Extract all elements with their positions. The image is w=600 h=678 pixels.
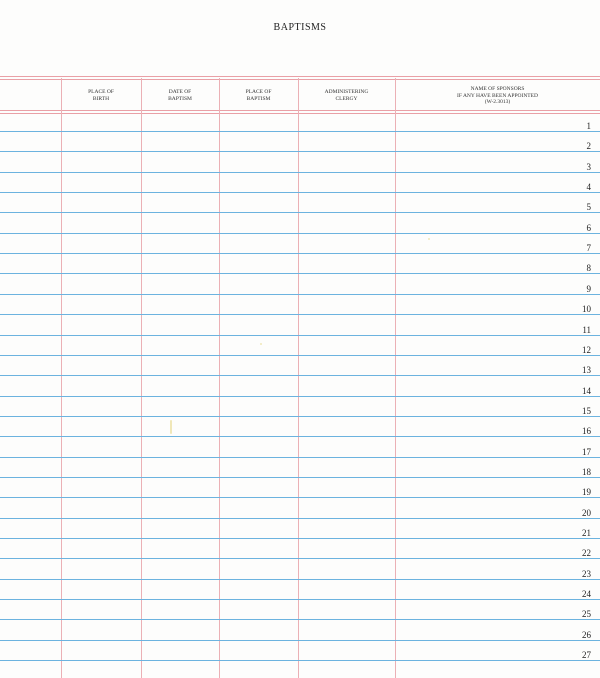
header-bottom-rule [0,110,600,111]
row-number: 18 [582,467,591,477]
row-line [0,253,600,254]
row-line [0,599,600,600]
row-number: 26 [582,630,591,640]
column-header-place-of-birth [61,89,141,102]
row-line [0,619,600,620]
column-header-line: BAPTISM [246,95,271,102]
row-number: 4 [586,182,591,192]
paper-mark [428,238,430,240]
row-number: 23 [582,569,591,579]
row-line [0,436,600,437]
header-bottom-rule-inner [0,113,600,114]
column-header-line: BIRTH [92,95,110,102]
header-top-rule [0,76,600,77]
column-header-line: BAPTISM [168,95,192,102]
row-line [0,273,600,274]
row-number: 22 [582,548,591,558]
row-number: 21 [582,528,591,538]
row-line [0,314,600,315]
row-line [0,396,600,397]
column-divider [219,78,220,678]
row-line [0,538,600,539]
column-header-sponsors [395,86,600,106]
column-header-line: PLACE OF [88,89,114,95]
column-header-line: NAME OF SPONSORS [470,86,525,92]
column-header-line: IF ANY HAVE BEEN APPOINTED [457,92,538,99]
row-number: 27 [582,650,591,660]
column-divider [61,78,62,678]
row-line [0,294,600,295]
row-line [0,518,600,519]
row-line [0,375,600,376]
row-number: 2 [586,141,591,151]
row-number: 24 [582,589,591,599]
row-number: 12 [582,345,591,355]
paper-mark [170,420,172,434]
column-divider [141,78,142,678]
row-line [0,558,600,559]
row-number: 14 [582,386,591,396]
row-number: 16 [582,426,591,436]
row-number: 20 [582,508,591,518]
row-number: 13 [582,365,591,375]
row-number: 7 [586,243,591,253]
row-line [0,151,600,152]
column-header-line: CLERGY [335,95,358,102]
row-number: 6 [586,223,591,233]
row-line [0,212,600,213]
column-header-administering-clergy [298,89,395,102]
row-number: 11 [582,325,591,335]
row-line [0,192,600,193]
row-line [0,660,600,661]
row-number: 17 [582,447,591,457]
row-number: 10 [582,304,591,314]
row-number: 8 [586,263,591,273]
row-line [0,355,600,356]
row-line [0,497,600,498]
column-divider [395,78,396,678]
column-header-line: (W-2.3013) [484,99,511,105]
column-divider [298,78,299,678]
column-header-date-of-baptism [141,89,219,102]
row-line [0,335,600,336]
row-line [0,579,600,580]
page-title: BAPTISMS [273,22,327,33]
row-number: 19 [582,487,591,497]
row-number: 1 [586,121,591,131]
paper-mark [260,343,262,345]
header-top-rule-inner [0,79,600,80]
row-line [0,172,600,173]
row-number: 9 [586,284,591,294]
row-number: 15 [582,406,591,416]
row-number: 3 [586,162,591,172]
column-header-line: DATE OF [168,89,192,95]
row-line [0,640,600,641]
column-header-line: ADMINISTERING [324,89,369,95]
row-line [0,416,600,417]
column-header-place-of-baptism [219,89,298,102]
row-line [0,131,600,132]
column-header-line: PLACE OF [245,89,272,95]
row-line [0,477,600,478]
row-line [0,233,600,234]
row-line [0,457,600,458]
row-number: 25 [582,609,591,619]
row-number: 5 [586,202,591,212]
